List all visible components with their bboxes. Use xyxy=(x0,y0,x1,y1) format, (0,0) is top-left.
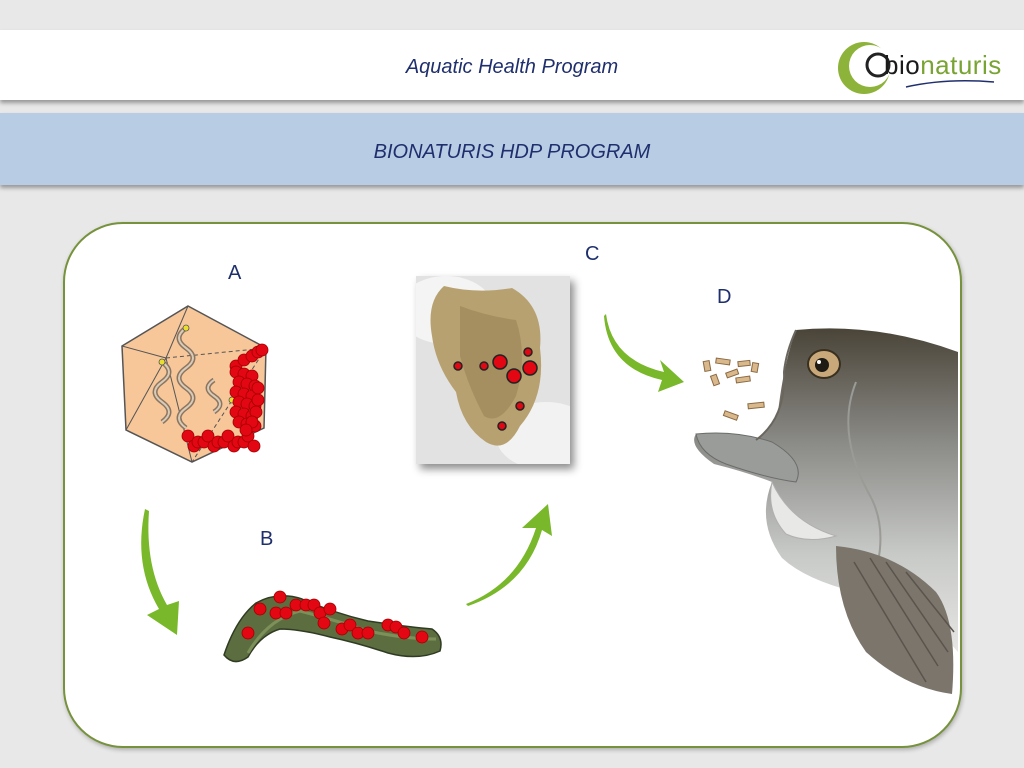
protein-dot xyxy=(498,422,506,430)
logo-text-green: naturis xyxy=(920,50,1002,80)
protein-dot xyxy=(256,344,268,356)
protein-dot xyxy=(280,607,292,619)
step-label-d: D xyxy=(717,286,732,308)
virus-particle-icon xyxy=(118,300,278,470)
feed-powder-icon xyxy=(416,276,570,464)
larva-icon xyxy=(218,585,448,675)
protein-dot xyxy=(480,362,488,370)
protein-dot xyxy=(252,382,264,394)
arrow-a-to-b-icon xyxy=(125,505,195,645)
protein-dot xyxy=(516,402,524,410)
logo-text-dark: bio xyxy=(884,50,921,80)
protein-dot xyxy=(362,627,374,639)
protein-dot xyxy=(454,362,462,370)
protein-dot xyxy=(398,627,410,639)
arrow-c-to-d-icon xyxy=(600,308,690,398)
header-bar xyxy=(0,30,1024,100)
step-label-a: A xyxy=(228,262,242,284)
step-label-c: C xyxy=(585,243,600,265)
arrow-b-to-c-icon xyxy=(462,500,562,610)
protein-dot xyxy=(254,603,266,615)
protein-dot xyxy=(523,361,537,375)
protein-dot xyxy=(252,394,264,406)
protein-dot xyxy=(318,617,330,629)
logo-swoosh-icon xyxy=(836,38,1006,98)
protein-dot xyxy=(416,631,428,643)
protein-dot xyxy=(240,424,252,436)
banner-title: BIONATURIS HDP PROGRAM xyxy=(373,141,651,163)
section-banner xyxy=(0,113,1024,185)
protein-dot xyxy=(248,440,260,452)
protein-dot xyxy=(324,603,336,615)
protein-dot xyxy=(524,348,532,356)
protein-dot xyxy=(274,591,286,603)
step-label-b: B xyxy=(260,528,274,550)
protein-dot xyxy=(242,627,254,639)
feed-photo xyxy=(416,276,570,464)
protein-dot xyxy=(507,369,521,383)
fish-head-icon xyxy=(686,322,966,712)
page-title: Aquatic Health Program xyxy=(405,56,619,78)
bionaturis-logo xyxy=(836,38,1006,98)
protein-dot xyxy=(493,355,507,369)
